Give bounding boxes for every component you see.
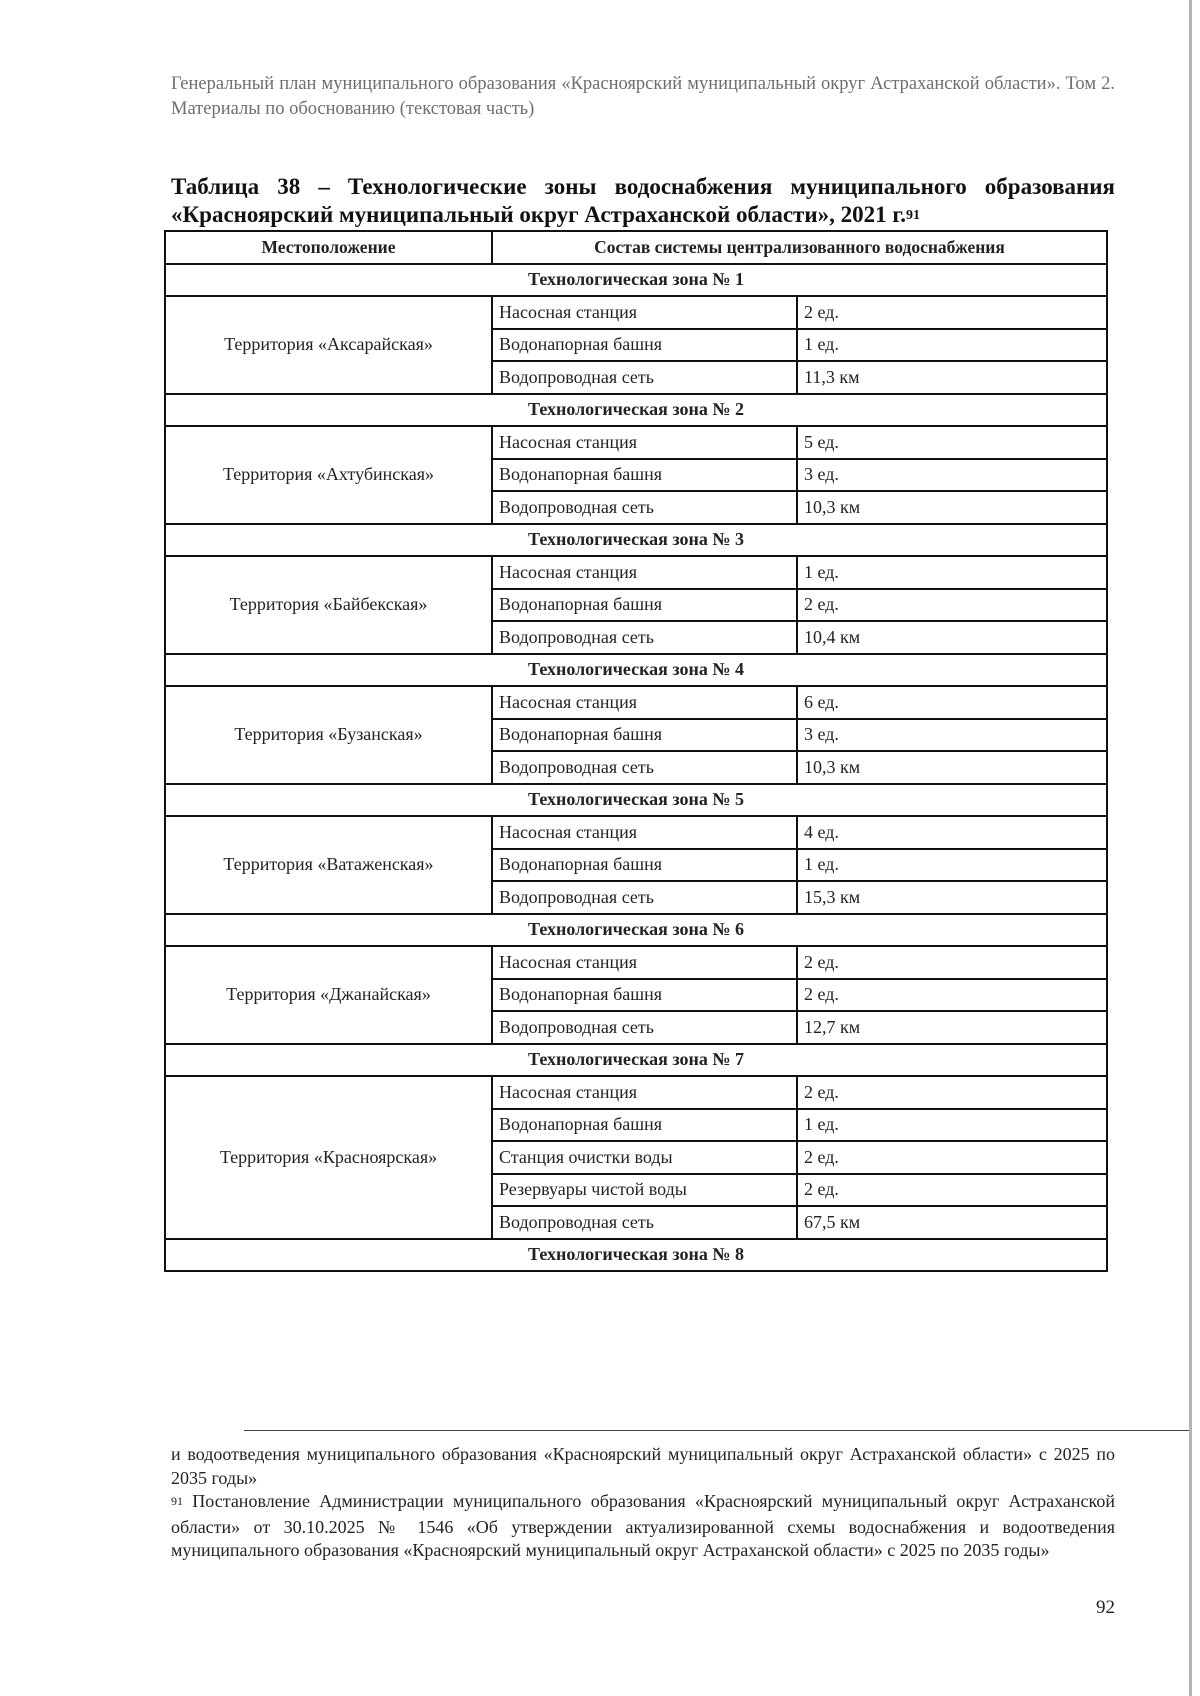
facility-name-cell: Насосная станция	[492, 296, 797, 329]
location-cell: Территория «Аксарайская»	[165, 296, 492, 394]
footnotes	[171, 1443, 1115, 1563]
table-row	[165, 1076, 1107, 1109]
table-row	[165, 946, 1107, 979]
table-header-row	[165, 231, 1107, 264]
facility-value-cell: 2 ед.	[797, 296, 1107, 329]
zone-title: Технологическая зона № 2	[165, 394, 1107, 427]
facility-value-cell: 2 ед.	[797, 589, 1107, 622]
facility-value-cell: 5 ед.	[797, 426, 1107, 459]
facility-value-cell: 1 ед.	[797, 329, 1107, 362]
table-title-text: Таблица 38 – Технологические зоны водоснабжения муниципального образования «Красноярский муниципальный округ Астраханской области», 2021 г.	[171, 174, 1115, 227]
facility-name-cell: Водонапорная башня	[492, 979, 797, 1012]
table-body	[165, 264, 1107, 1272]
footnote-91	[171, 1490, 1115, 1563]
facility-value-cell: 4 ед.	[797, 816, 1107, 849]
table-row	[165, 556, 1107, 589]
document-header: Генеральный план муниципального образования «Красноярский муниципальный округ Астраханской области». Том 2. Материалы по обоснованию (текстовая часть)	[171, 74, 1115, 119]
facility-value-cell: 6 ед.	[797, 686, 1107, 719]
facility-name-cell: Станция очистки воды	[492, 1141, 797, 1174]
facility-name-cell: Водопроводная сеть	[492, 621, 797, 654]
zone-header-row	[165, 1239, 1107, 1272]
facility-name-cell: Резервуары чистой воды	[492, 1174, 797, 1207]
zone-header-row	[165, 914, 1107, 947]
table-row	[165, 686, 1107, 719]
page-number: 92	[1096, 1597, 1115, 1618]
facility-name-cell: Насосная станция	[492, 426, 797, 459]
facility-value-cell: 3 ед.	[797, 459, 1107, 492]
facility-value-cell: 2 ед.	[797, 946, 1107, 979]
zone-title: Технологическая зона № 8	[165, 1239, 1107, 1272]
table-row	[165, 296, 1107, 329]
location-cell: Территория «Ватаженская»	[165, 816, 492, 914]
facility-name-cell: Водонапорная башня	[492, 1109, 797, 1142]
footnote-separator	[244, 1430, 1189, 1431]
zone-title: Технологическая зона № 5	[165, 784, 1107, 817]
facility-name-cell: Водопроводная сеть	[492, 881, 797, 914]
location-cell: Территория «Ахтубинская»	[165, 426, 492, 524]
location-cell: Территория «Байбекская»	[165, 556, 492, 654]
facility-name-cell: Водонапорная башня	[492, 589, 797, 622]
facility-name-cell: Водонапорная башня	[492, 329, 797, 362]
table-row	[165, 816, 1107, 849]
location-cell: Территория «Бузанская»	[165, 686, 492, 784]
facility-name-cell: Насосная станция	[492, 686, 797, 719]
facility-value-cell: 2 ед.	[797, 979, 1107, 1012]
facility-name-cell: Насосная станция	[492, 1076, 797, 1109]
zone-header-row	[165, 654, 1107, 687]
facility-name-cell: Водопроводная сеть	[492, 491, 797, 524]
zone-title: Технологическая зона № 7	[165, 1044, 1107, 1077]
facility-name-cell: Водопроводная сеть	[492, 1011, 797, 1044]
footnote-number: 91	[171, 1494, 183, 1508]
zone-header-row	[165, 394, 1107, 427]
facility-value-cell: 1 ед.	[797, 556, 1107, 589]
column-header-composition: Состав системы централизованного водоснабжения	[492, 231, 1107, 264]
zone-header-row	[165, 1044, 1107, 1077]
facility-value-cell: 10,3 км	[797, 751, 1107, 784]
facility-name-cell: Водонапорная башня	[492, 849, 797, 882]
zone-header-row	[165, 264, 1107, 297]
facility-value-cell: 12,7 км	[797, 1011, 1107, 1044]
location-cell: Территория «Джанайская»	[165, 946, 492, 1044]
title-footnote-ref: 91	[905, 208, 920, 223]
zone-title: Технологическая зона № 3	[165, 524, 1107, 557]
facility-value-cell: 10,4 км	[797, 621, 1107, 654]
facility-value-cell: 2 ед.	[797, 1076, 1107, 1109]
table-title	[171, 173, 1115, 233]
facility-name-cell: Насосная станция	[492, 556, 797, 589]
facility-value-cell: 10,3 км	[797, 491, 1107, 524]
facility-value-cell: 3 ед.	[797, 719, 1107, 752]
zone-header-row	[165, 784, 1107, 817]
zone-title: Технологическая зона № 1	[165, 264, 1107, 297]
location-cell: Территория «Красноярская»	[165, 1076, 492, 1239]
facility-value-cell: 2 ед.	[797, 1141, 1107, 1174]
zone-title: Технологическая зона № 6	[165, 914, 1107, 947]
table-row	[165, 426, 1107, 459]
zone-title: Технологическая зона № 4	[165, 654, 1107, 687]
facility-name-cell: Водопроводная сеть	[492, 751, 797, 784]
facility-value-cell: 11,3 км	[797, 361, 1107, 394]
facility-name-cell: Насосная станция	[492, 816, 797, 849]
facility-value-cell: 2 ед.	[797, 1174, 1107, 1207]
page-edge	[1189, 0, 1192, 1696]
facility-value-cell: 1 ед.	[797, 1109, 1107, 1142]
facility-name-cell: Водонапорная башня	[492, 719, 797, 752]
facility-name-cell: Водопроводная сеть	[492, 1206, 797, 1239]
facility-name-cell: Водонапорная башня	[492, 459, 797, 492]
facility-name-cell: Насосная станция	[492, 946, 797, 979]
facility-name-cell: Водопроводная сеть	[492, 361, 797, 394]
facility-value-cell: 67,5 км	[797, 1206, 1107, 1239]
column-header-location: Местоположение	[165, 231, 492, 264]
footnote-text: Постановление Администрации муниципального образования «Красноярский муниципальный округ Астраханской области» от 30.10.2025 № 1546 «Об утверждении актуализированной схемы водоснабжения и водоотведения муниципального образования «Красноярский муниципальный округ Астраханской области» с 2025 по 2035 годы»	[171, 1491, 1115, 1560]
footnote-continued: и водоотведения муниципального образования «Красноярский муниципальный округ Астраханской области» с 2025 по 2035 годы»	[171, 1444, 1115, 1488]
facility-value-cell: 1 ед.	[797, 849, 1107, 882]
facility-value-cell: 15,3 км	[797, 881, 1107, 914]
zone-header-row	[165, 524, 1107, 557]
water-supply-zones-table	[164, 230, 1108, 1272]
